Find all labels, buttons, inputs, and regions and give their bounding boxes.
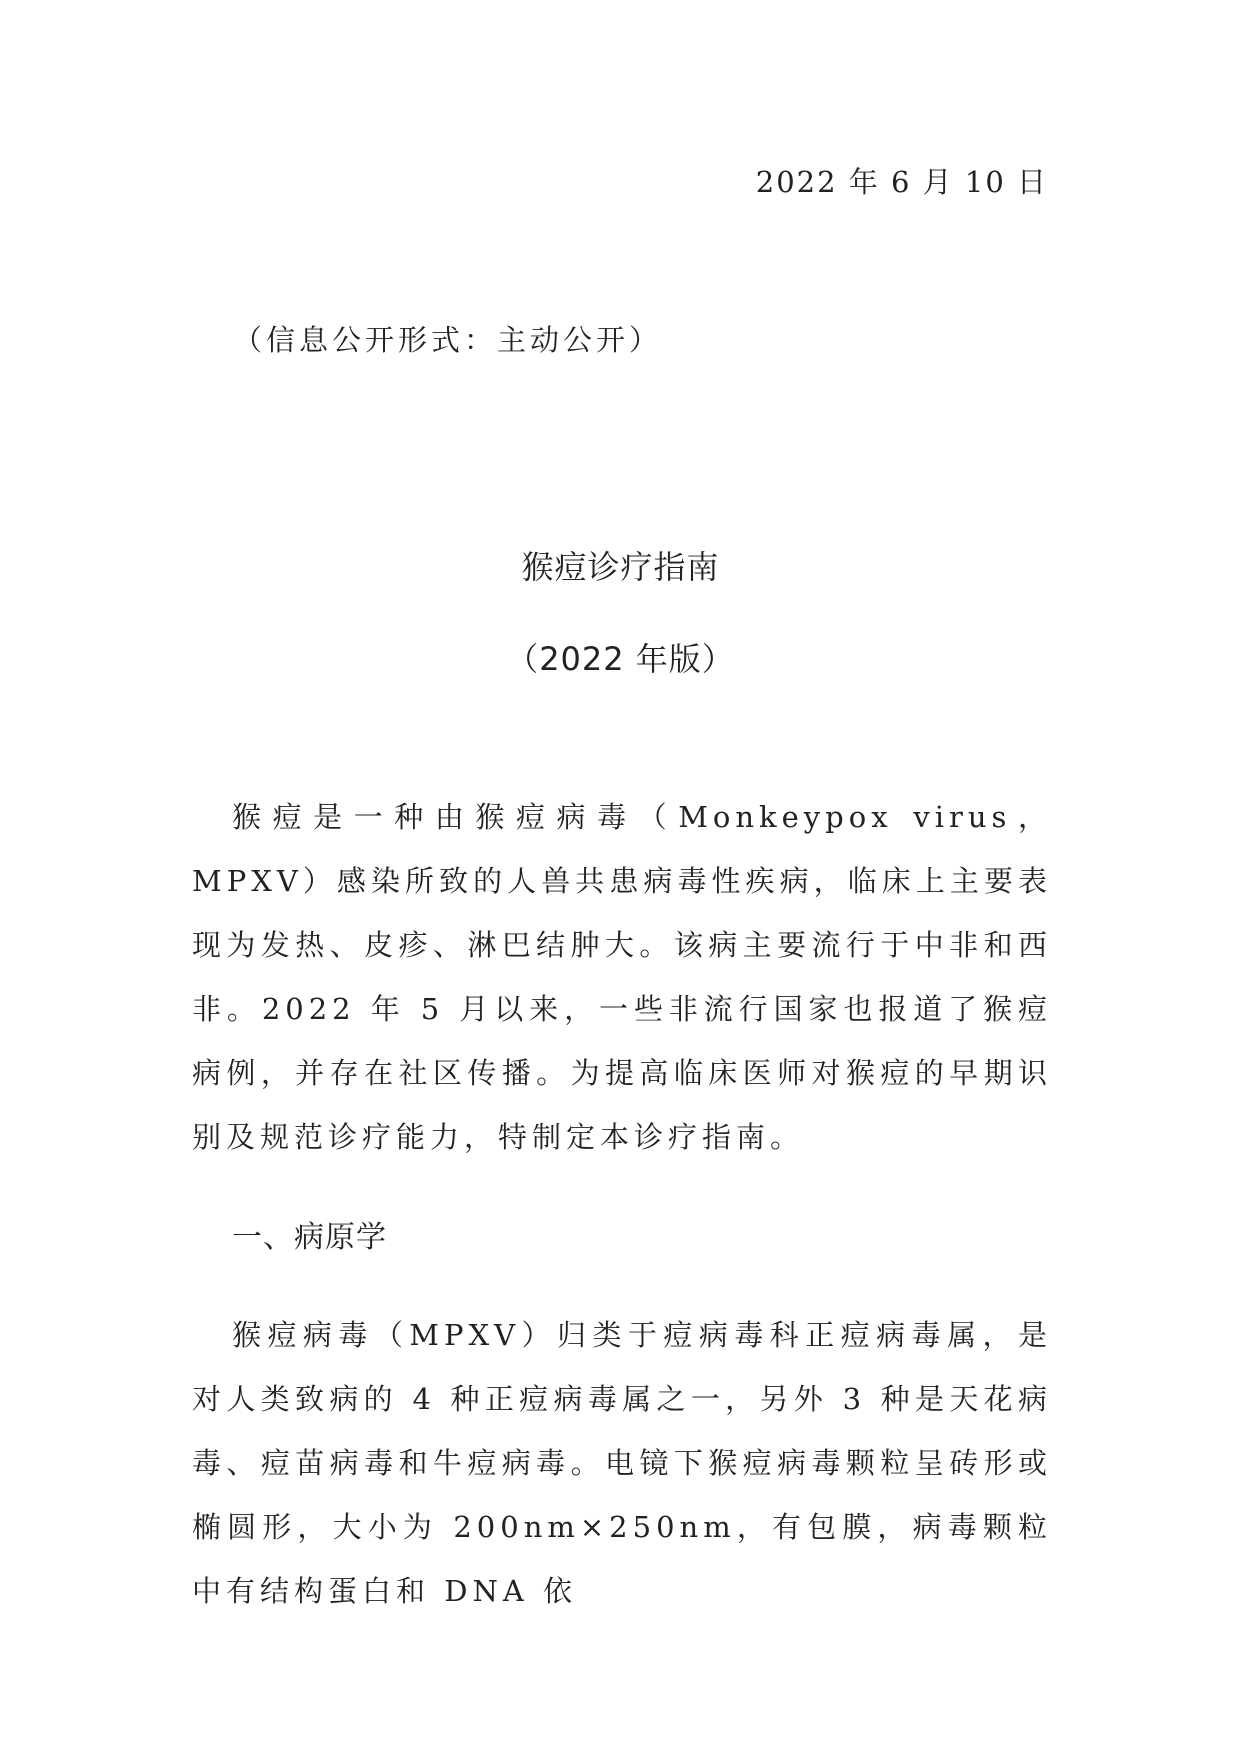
section-heading-pathogen: 一、病原学 bbox=[232, 1220, 387, 1255]
document-date: 2022 年 6 月 10 日 bbox=[755, 165, 1048, 199]
disclosure-form: （信息公开形式：主动公开） bbox=[233, 323, 663, 357]
intro-paragraph: 猴痘是一种由猴痘病毒（Monkeypox virus，MPXV）感染所致的人兽共患病毒性疾病，临床上主要表现为发热、皮疹、淋巴结肿大。该病主要流行于中非和西非。2022 年 5 月以来，一些非流行国家也报道了猴痘病例，并存在社区传播。为提高临床医师对猴痘的早期识别及规范诊疗能力，特制定本诊疗指南。 bbox=[192, 800, 1052, 1154]
document-subtitle: （2022 年版） bbox=[506, 640, 735, 678]
document-title: 猴痘诊疗指南 bbox=[521, 548, 720, 586]
pathogen-paragraph: 猴痘病毒（MPXV）归类于痘病毒科正痘病毒属，是对人类致病的 4 种正痘病毒属之一，另外 3 种是天花病毒、痘苗病毒和牛痘病毒。电镜下猴痘病毒颗粒呈砖形或椭圆形，大小为 200nm×250nm，有包膜，病毒颗粒中有结构蛋白和 DNA 依 bbox=[192, 1318, 1052, 1608]
